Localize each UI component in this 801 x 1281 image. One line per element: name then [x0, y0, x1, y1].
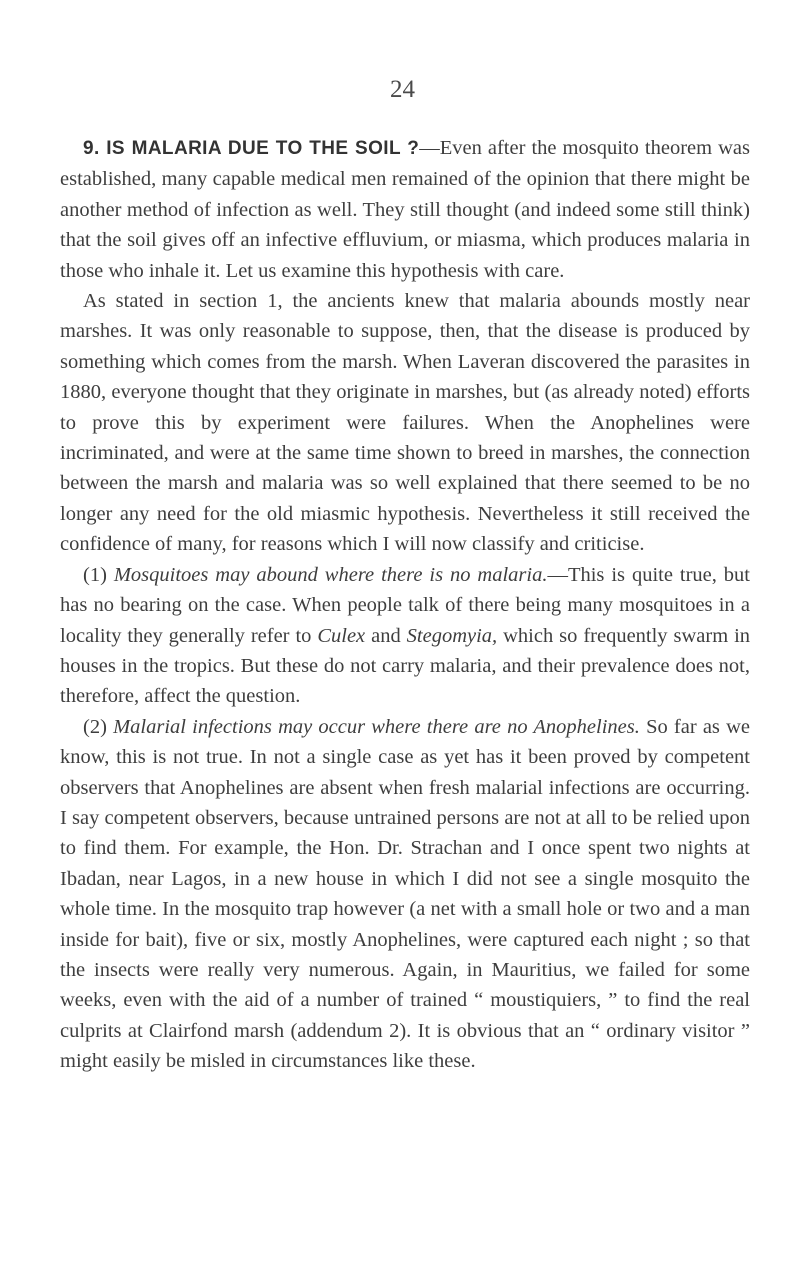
page-number: 24	[390, 76, 415, 103]
genus-stegomyia: Stegomyia,	[406, 624, 498, 647]
section-heading: 9. IS MALARIA DUE TO THE SOIL ?	[83, 138, 420, 159]
point-2-text: So far as we know, this is not true. In not a single case as yet has it been proved by competent observers that Anophelines are absent when fresh malarial infections are occurring. I say competent observers, because untrained persons are not at all to be relied upon to find them. For example, the Hon. Dr. Strachan and I once spent two nights at Ibadan, near Lagos, in a new house in which I did not see a single mosquito the whole time. In the mosquito trap however (a net with a small hole or two and a man inside for bait), five or six, mostly Anophelines, were captured each night ; so that the insects were really very numerous. Again, in Mauritius, we failed for some weeks, even with the aid of a number of trained “ moustiquiers, ” to find the real culprits at Clairfond marsh (addendum 2). It is obvious that an “ ordinary visitor ” might easily be misled in circumstances like these.	[60, 715, 751, 1073]
genus-culex: Culex	[317, 624, 366, 647]
point-1-claim: Mosquitoes may abound where there is no malaria.	[113, 563, 548, 586]
point-2-claim: Malarial infections may occur where there are no Anophelines.	[113, 715, 640, 738]
point-1-and: and	[371, 624, 401, 647]
paragraph-section-intro	[60, 133, 750, 286]
point-1-text-a: —This is quite true, but has no bearing on the case. When people talk of there being many mosquitoes in a locality they generally refer to	[60, 563, 750, 647]
paragraph-marshes: As stated in section 1, the ancients knew that malaria abounds mostly near marshes. It was only reasonable to suppose, then, that the disease is produced by something which comes from the marsh. When Laveran discovered the parasites in 1880, everyone thought that they originate in marshes, but (as already noted) efforts to prove this by experiment were failures. When the Anophelines were incriminated, and were at the same time shown to breed in marshes, the connection between the marsh and malaria was so well explained that there seemed to be no longer any need for the old miasmic hypothesis. Nevertheless it still received the confidence of many, for reasons which I will now classify and criticise.	[60, 290, 750, 556]
point-1-number: (1)	[83, 563, 107, 586]
point-1-text-b: which so frequently swarm in houses in the tropics. But these do not carry malaria, and their prevalence does not, therefore, affect the question.	[60, 624, 751, 708]
point-2-number: (2)	[83, 715, 107, 738]
body-text	[60, 133, 750, 1077]
paragraph-point-2	[60, 712, 750, 1077]
paragraph-point-1	[60, 560, 750, 712]
section-intro-text: —Even after the mosquito theorem was established, many capable medical men remained of the opinion that there might be another method of infection as well. They still thought (and indeed some still think) that the soil gives off an infective effluvium, or miasma, which produces malaria in those who inhale it. Let us examine this hypothesis with care.	[60, 137, 751, 282]
